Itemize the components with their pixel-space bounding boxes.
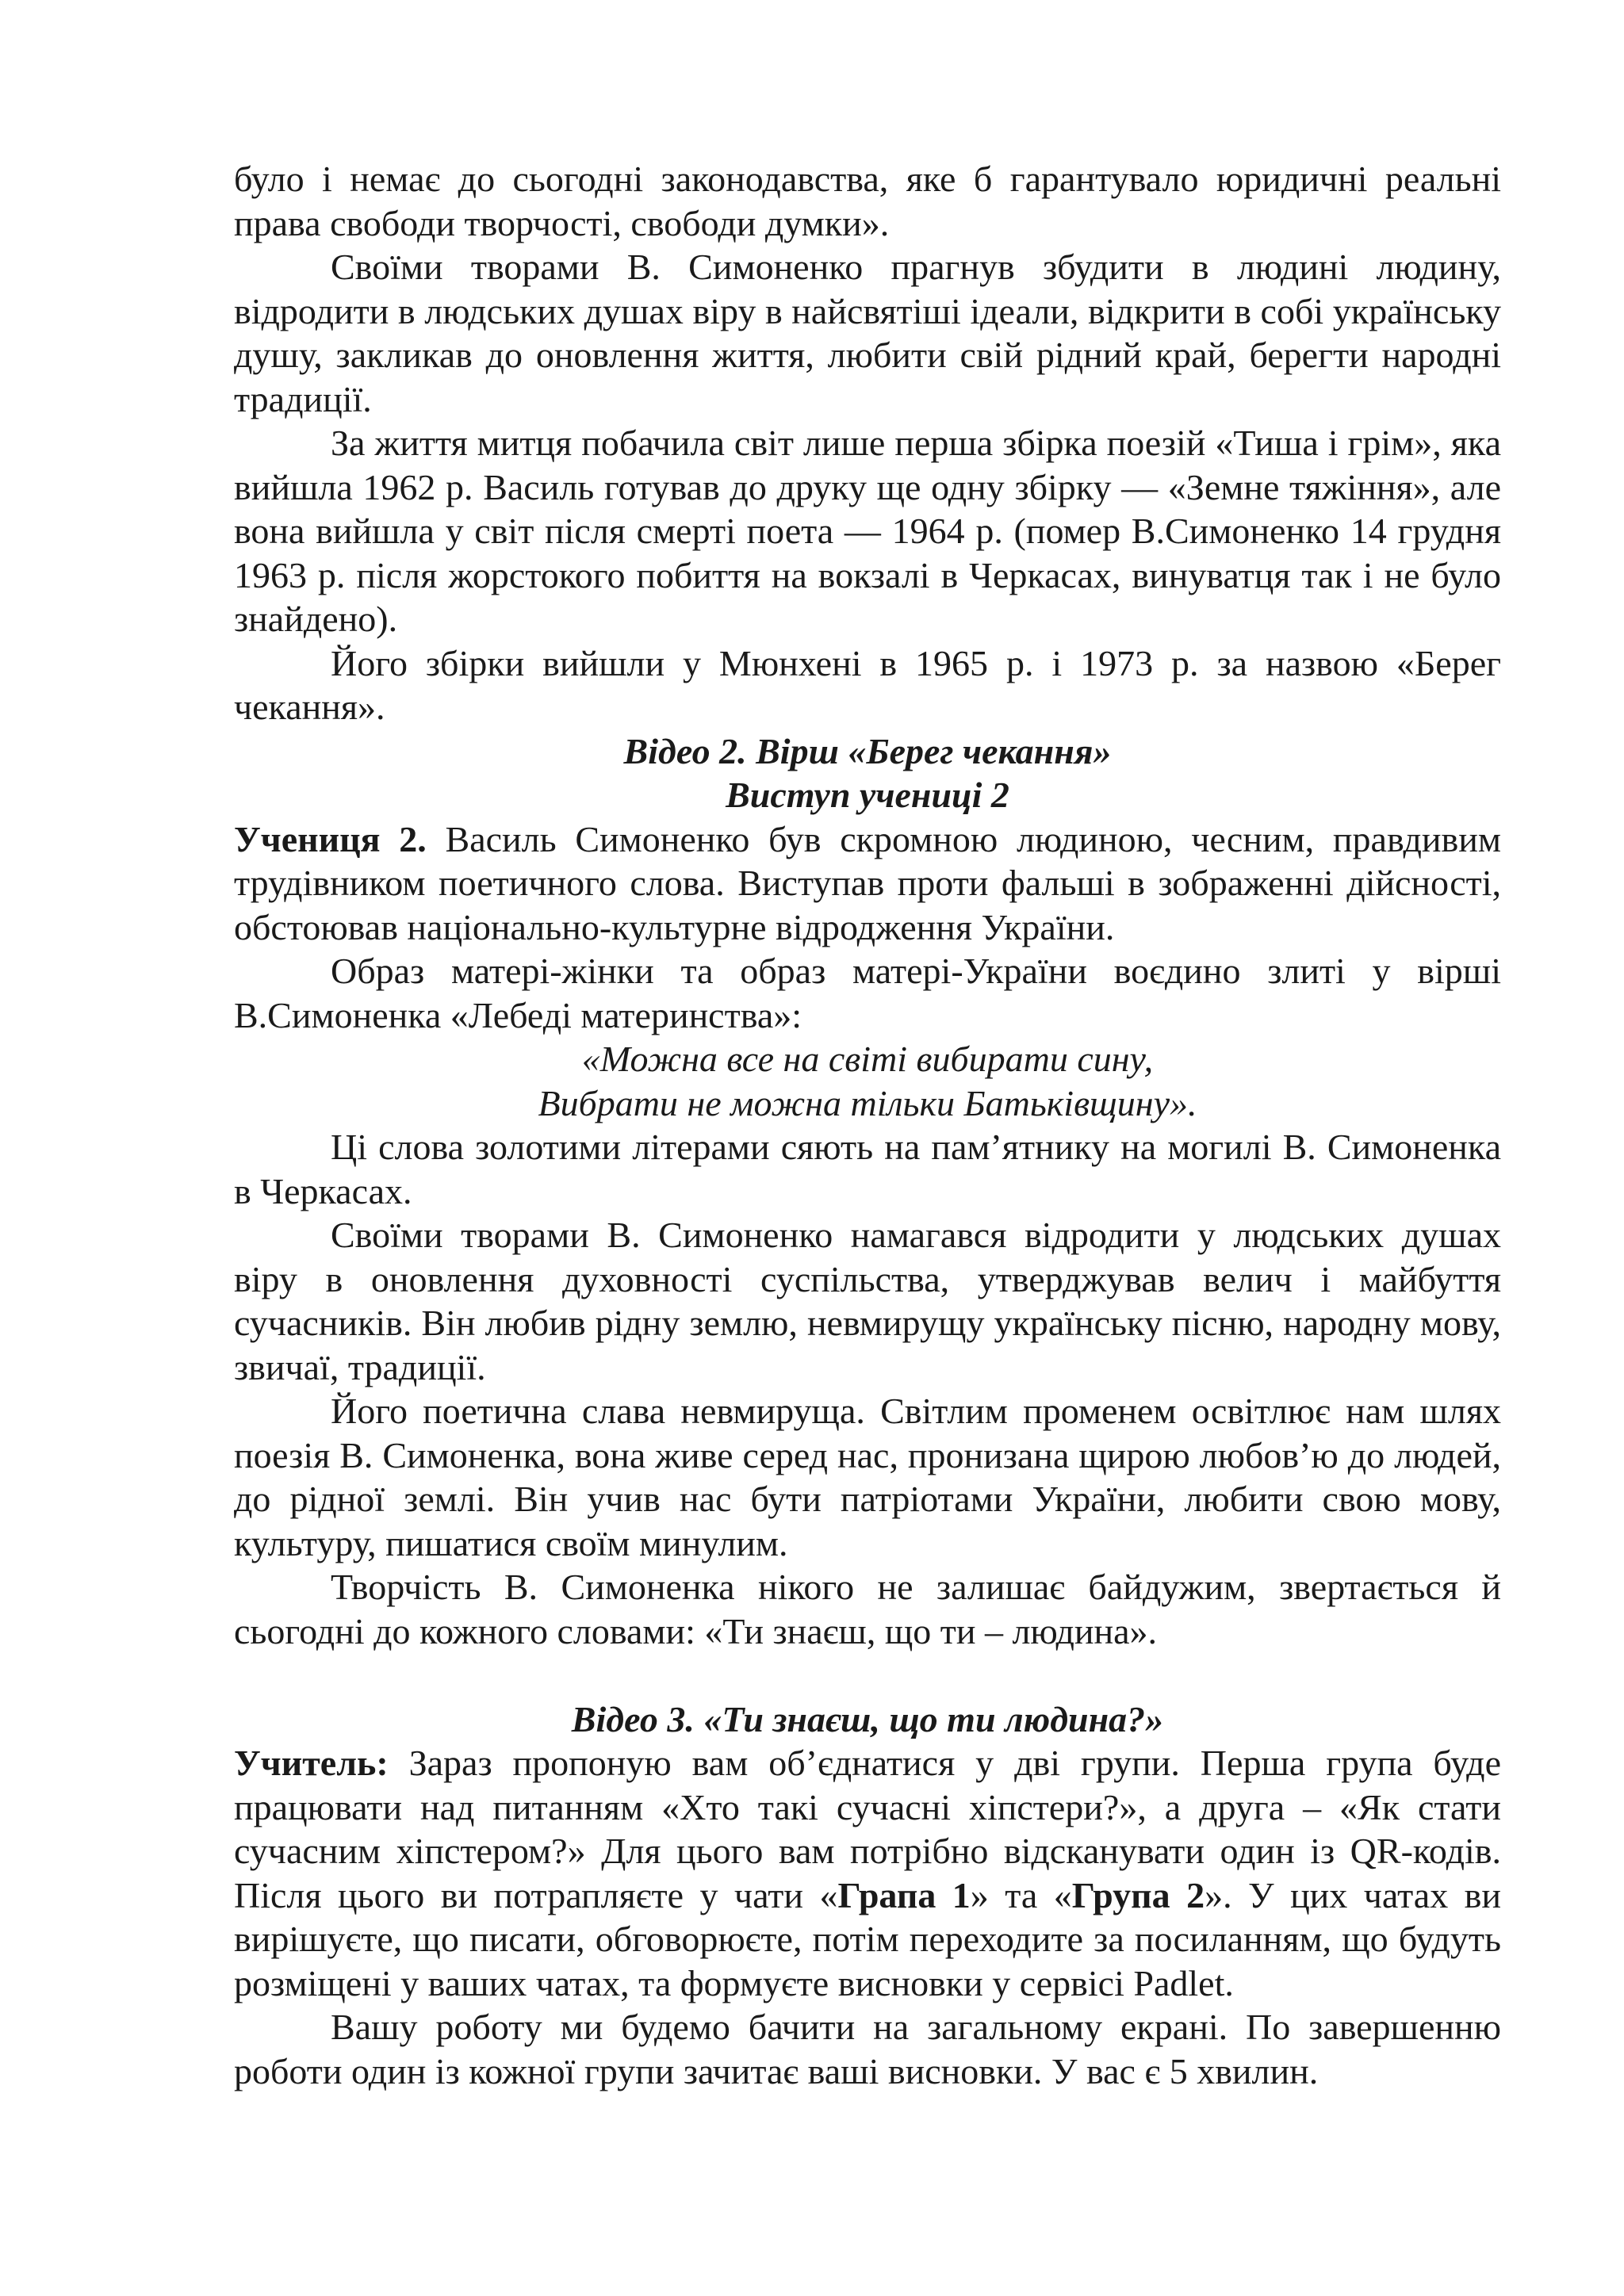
speaker-teacher: Учитель: xyxy=(234,1743,389,1783)
paragraph-11-text-a: Зараз пропоную вам об’єднатися у дві групи. Перша група буде працювати над питанням «Хто такі сучасні хіпстери?», а друга – «Як стати сучасним хіпстером?» Для цього вам потрібно відсканувати один із QR-кодів. Після цього ви потрапляєте у чати « xyxy=(234,1743,1501,1915)
paragraph-10: Творчість В. Симоненка нікого не залишає байдужим, звертається й сьогодні до кожного словами: «Ти знаєш, що ти – людина». xyxy=(234,1567,1501,1651)
paragraph-11-text-b: » та « xyxy=(970,1874,1072,1915)
paragraph-5 xyxy=(234,817,1501,950)
paragraph-3: За життя митця побачила світ лише перша збірка поезій «Тиша і грім», яка вийшла 1962 р. Василь готував до друку ще одну збірку — «Земне тяжіння», але вона вийшла у світ після смерті поета — 1964 р. (помер В.Симоненко 14 грудня 1963 р. після жорстокого побиття на вокзалі в Черкасах, винуватця так і не було знайдено). xyxy=(234,423,1501,639)
chat-group-1-label: Грапа 1 xyxy=(837,1874,971,1915)
paragraph-2: Своїми творами В. Симоненко прагнув збудити в людині людину, відродити в людських душах віру в найсвятіші ідеали, відкрити в собі українську душу, закликав до оновлення життя, любити свій рідний край, берегти народні традиції. xyxy=(234,247,1501,419)
chat-group-2-label: Група 2 xyxy=(1071,1874,1205,1915)
paragraph-6: Образ матері-жінки та образ матері-України воєдино злиті у вірші В.Симоненка «Лебеді материнства»: xyxy=(234,951,1501,1035)
poem-quote-line-1: «Можна все на світі вибирати сину, xyxy=(581,1039,1154,1079)
video-3-heading: Відео 3. «Ти знаєш, що ти людина?» xyxy=(571,1698,1164,1739)
paragraph-4: Його збірки вийшли у Мюнхені в 1965 р. і 1973 р. за назвою «Берег чекання». xyxy=(234,642,1501,727)
document-body xyxy=(234,157,1501,2093)
video-2-heading: Відео 2. Вірш «Берег чекання» xyxy=(623,730,1112,771)
paragraph-12: Вашу роботу ми будемо бачити на загальному екрані. По завершенню роботи один із кожної групи зачитає ваші висновки. У вас є 5 хвилин. xyxy=(234,2007,1501,2091)
paragraph-11-text-c: ». У цих чатах ви вирішуєте, що писати, обговорюєте, потім переходите за посиланням, що будуть розміщені у ваших чатах, та формуєте висновки у сервісі Padlet. xyxy=(234,1874,1501,2003)
paragraph-1: було і немає до сьогодні законодавства, яке б гарантувало юридичні реальні права свободи творчості, свободи думки». xyxy=(234,159,1501,243)
blank-line xyxy=(234,1653,1501,1697)
student-2-heading: Виступ учениці 2 xyxy=(726,775,1009,815)
paragraph-11 xyxy=(234,1741,1501,2005)
paragraph-8: Своїми творами В. Симоненко намагався відродити у людських душах віру в оновлення духовності суспільства, утверджував велич і майбуття сучасників. Він любив рідну землю, невмирущу українську пісню, народну мову, звичаї, традиції. xyxy=(234,1215,1501,1387)
paragraph-5-text: Василь Симоненко був скромною людиною, чесним, правдивим трудівником поетичного слова. Виступав проти фальші в зображенні дійсності, обстоював національно-культурне відродження України. xyxy=(234,818,1501,947)
paragraph-7: Ці слова золотими літерами сяють на пам’ятнику на могилі В. Симоненка в Черкасах. xyxy=(234,1127,1501,1211)
paragraph-9: Його поетична слава невмируща. Світлим променем освітлює нам шлях поезія В. Симоненка, вона живе серед нас, пронизана щирою любов’ю до людей, до рідної землі. Він учив нас бути патріотами України, любити свою мову, культуру, пишатися своїм минулим. xyxy=(234,1391,1501,1563)
poem-quote-line-2: Вибрати не можна тільки Батьківщину». xyxy=(538,1082,1197,1123)
speaker-student-2: Учениця 2. xyxy=(234,818,427,859)
